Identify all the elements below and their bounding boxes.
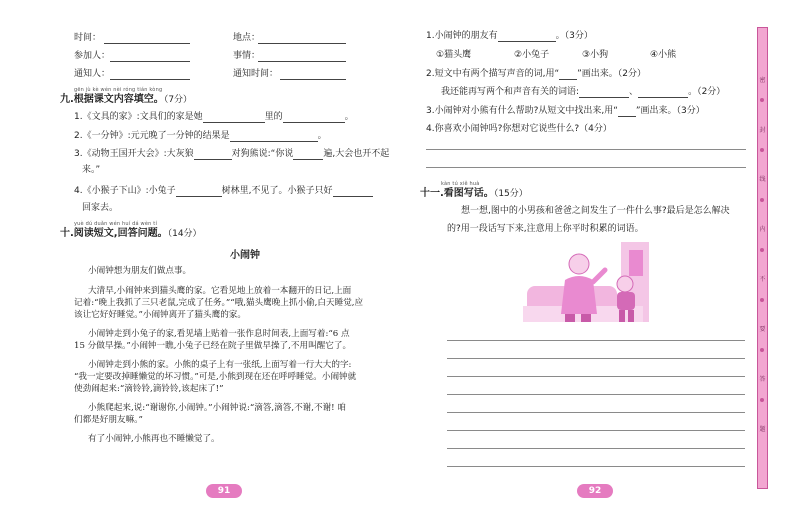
- section9-pinyin: gēn jù kè wén nèi róng tián kòng: [74, 87, 163, 93]
- sidebar-char: 密: [759, 77, 766, 84]
- sidebar-char: 线: [759, 176, 766, 183]
- section10-heading: [60, 228, 202, 240]
- sidebar-char: 答: [759, 376, 766, 383]
- section11-prompt-1: 想一想,图中的小男孩和爸爸之间发生了一件什么事?最后是怎么解决: [461, 206, 730, 216]
- rq3-text-b: ”画出来。（3分）: [635, 106, 705, 116]
- sidebar-char: 要: [759, 326, 766, 333]
- q3-text-b: 对狗熊说:“你说: [231, 149, 294, 159]
- field-notice-time-label: 通知时间：: [233, 69, 279, 79]
- right-q3: [426, 106, 705, 117]
- sidebar-char: 封: [759, 127, 766, 134]
- right-q4: 4.你喜欢小闹钟吗?你想对它说些什么?（4分）: [426, 124, 612, 134]
- section10-pinyin: yuè dú duǎn wén huí dá wèn tí: [74, 221, 158, 227]
- story-line: 有了小闹钟,小熊再也不睡懒觉了。: [88, 434, 220, 444]
- field-event-label: 事情：: [233, 51, 261, 61]
- rq3-mark: [618, 107, 636, 117]
- section9-q2: [74, 131, 327, 142]
- section9-q1: [74, 112, 354, 123]
- writing-line[interactable]: [447, 376, 745, 377]
- rq2x-text-c: 。（2分）: [688, 87, 726, 97]
- section9-score: （7分）: [163, 95, 193, 105]
- q1-blank-2[interactable]: [283, 113, 345, 123]
- q4-text-a: 4.《小猴子下山》:小兔子: [74, 186, 176, 196]
- illustration-father-boy: [521, 240, 651, 324]
- field-participants-blank[interactable]: [110, 61, 190, 62]
- rq2x-text-b: 、: [629, 87, 639, 97]
- story-line: 小闹钟走到小兔子的家,看见墙上贴着一张作息时间表,上面写着:“6 点: [88, 329, 350, 339]
- section9-q3: [74, 149, 389, 160]
- story-line: 该让它好好睡觉。”小闹钟离开了猫头鹰的家。: [74, 310, 246, 320]
- sidebar-dot: [760, 398, 764, 402]
- q2-text-b: 。: [317, 131, 327, 141]
- rq1-text-b: 。（3分）: [555, 31, 593, 41]
- rq2x-blank-1[interactable]: [579, 88, 629, 98]
- writing-line[interactable]: [447, 340, 745, 341]
- section10-title: 十.阅读短文,回答问题。: [60, 228, 168, 239]
- sidebar-dot: [760, 148, 764, 152]
- section9-title: 九.根据课文内容填空。: [60, 94, 164, 105]
- q3-text-a: 3.《动物王国开大会》:大灰狼: [74, 149, 194, 159]
- writing-line[interactable]: [447, 412, 745, 413]
- q3-blank-1[interactable]: [194, 150, 232, 160]
- rq2x-blank-2[interactable]: [638, 88, 688, 98]
- right-q2: [426, 69, 646, 80]
- q1-text-a: 1.《文具的家》:文具们的家是她: [74, 112, 203, 122]
- sealed-line-sidebar: [757, 27, 768, 489]
- answer-line[interactable]: [426, 167, 746, 168]
- section11-heading: [420, 188, 528, 200]
- field-notice-time-blank[interactable]: [280, 79, 346, 80]
- section9-q4: [74, 186, 373, 197]
- q2-text-a: 2.《一分钟》:元元晚了一分钟的结果是: [74, 131, 230, 141]
- story-title: 小闹钟: [230, 250, 260, 261]
- section11-title: 十一.看图写话。: [420, 188, 494, 199]
- field-place-label: 地点：: [233, 33, 261, 43]
- writing-line[interactable]: [447, 430, 745, 431]
- story-line: 小闹钟想为朋友们做点事。: [88, 266, 192, 276]
- sidebar-char: 题: [759, 426, 766, 433]
- section11-score: （15分）: [493, 189, 528, 199]
- option-bear[interactable]: ④小熊: [650, 50, 677, 60]
- writing-line[interactable]: [447, 394, 745, 395]
- field-time-blank[interactable]: [104, 43, 190, 44]
- story-line: 小熊爬起来,说:“谢谢你,小闹钟。”小闹钟说:“滴答,滴答,不谢,不谢! 咱: [88, 403, 346, 413]
- sidebar-char: 不: [759, 276, 766, 283]
- field-participants-label: 参加人：: [74, 51, 111, 61]
- q2-blank[interactable]: [230, 132, 318, 142]
- story-line: 使劲闹起来:“滴铃铃,滴铃铃,该起床了!”: [74, 384, 224, 394]
- q4-blank-1[interactable]: [176, 187, 222, 197]
- option-dog[interactable]: ③小狗: [582, 50, 609, 60]
- q3-text-c: 遍,大会也开不起: [323, 149, 390, 159]
- story-line: 大清早,小闹钟来到猫头鹰的家。它看见地上放着一本翻开的日记,上面: [88, 286, 352, 296]
- q1-blank-1[interactable]: [203, 113, 265, 123]
- option-owl[interactable]: ①猫头鹰: [436, 50, 472, 60]
- sidebar-dot: [760, 348, 764, 352]
- rq2x-text-a: 我还能再写两个和声音有关的词语:: [441, 87, 580, 97]
- sidebar-dot: [760, 98, 764, 102]
- page-number-left: 91: [206, 484, 242, 498]
- page-number-right: 92: [577, 484, 613, 498]
- section10-score: （14分）: [167, 229, 202, 239]
- section9-heading: [60, 94, 192, 106]
- rq2-text-b: ”画出来。（2分）: [577, 69, 647, 79]
- story-line: 15 分做早操。”小闹钟一瞧,小兔子已经在院子里做早操了,不用叫醒它了。: [74, 341, 352, 351]
- field-time-label: 时间：: [74, 33, 102, 43]
- rq3-text-a: 3.小闹钟对小熊有什么帮助?从短文中找出来,用“: [426, 106, 618, 116]
- field-notifier-blank[interactable]: [110, 79, 190, 80]
- writing-line[interactable]: [447, 466, 745, 467]
- writing-line[interactable]: [447, 448, 745, 449]
- q3-blank-2[interactable]: [293, 150, 323, 160]
- sidebar-dot: [760, 198, 764, 202]
- story-line: 们都是好朋友嘛。”: [74, 415, 143, 425]
- q1-text-c: 。: [344, 112, 354, 122]
- sidebar-char: 内: [759, 226, 766, 233]
- rq1-text-a: 1.小闹钟的朋友有: [426, 31, 498, 41]
- rq2-text-a: 2.短文中有两个描写声音的词,用“: [426, 69, 560, 79]
- right-q2-extra: [441, 87, 725, 98]
- q4-text-b: 树林里,不见了。小猴子只好: [221, 186, 333, 196]
- field-place-blank[interactable]: [258, 43, 346, 44]
- sidebar-dot: [760, 298, 764, 302]
- writing-line[interactable]: [447, 358, 745, 359]
- section11-prompt-2: 的?用一段话写下来,注意用上你平时积累的词语。: [447, 224, 644, 234]
- story-line: 小闹钟走到小熊的家。小熊的桌子上有一张纸,上面写着一行大大的字:: [88, 360, 352, 370]
- sidebar-dot: [760, 248, 764, 252]
- option-rabbit[interactable]: ②小兔子: [514, 50, 550, 60]
- section11-pinyin: kàn tú xiě huà: [441, 181, 480, 187]
- story-line: “我一定要改掉睡懒觉的坏习惯。”可是,小熊到现在还在呼呼睡觉。小闹钟就: [74, 372, 357, 382]
- story-line: 记着:“晚上我抓了三只老鼠,完成了任务。”“哦,猫头鹰晚上抓小偷,白天睡觉,应: [74, 298, 364, 308]
- right-q1: [426, 31, 593, 42]
- q4-blank-2[interactable]: [333, 187, 373, 197]
- rq1-blank[interactable]: [498, 32, 556, 42]
- answer-line[interactable]: [426, 149, 746, 150]
- section9-q4-cont: 回家去。: [82, 203, 119, 213]
- rq2-mark: [559, 70, 577, 80]
- field-notifier-label: 通知人：: [74, 69, 111, 79]
- field-event-blank[interactable]: [258, 61, 346, 62]
- section9-q3-cont: 来。”: [82, 165, 101, 175]
- q1-text-b: 里的: [264, 112, 283, 122]
- story-body: [74, 265, 364, 445]
